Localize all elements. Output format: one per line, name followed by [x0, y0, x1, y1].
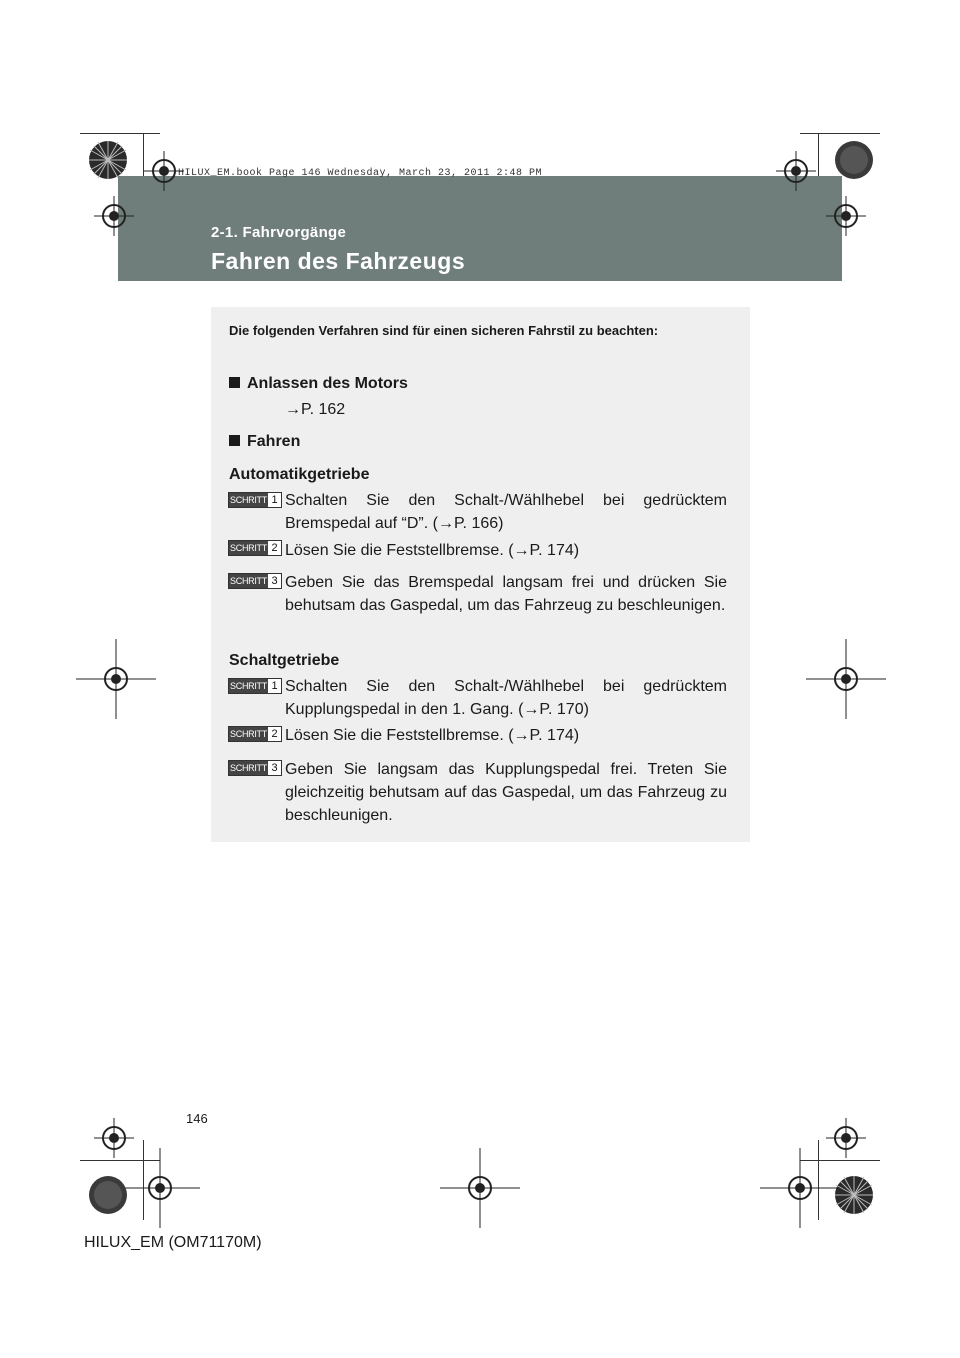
- step-badge: SCHRITT 1: [228, 678, 282, 694]
- crop-mark: [80, 133, 160, 134]
- book-info: HILUX_EM.book Page 146 Wednesday, March 23, 2011 2:48 PM: [178, 168, 543, 179]
- start-heading: [229, 375, 408, 393]
- crop-mark: [800, 133, 880, 134]
- step-badge: SCHRITT 3: [228, 573, 282, 589]
- crosshair-circle-icon: [776, 151, 816, 191]
- crosshair-circle-icon: [760, 1148, 840, 1228]
- intro-text: Die folgenden Verfahren sind für einen sicheren Fahrstil zu beachten:: [229, 323, 659, 338]
- section-label: 2-1. Fahrvorgänge: [211, 224, 347, 241]
- step-text: Lösen Sie die Feststellbremse. (→P. 174): [285, 542, 580, 559]
- starburst-circle-icon: [834, 1175, 874, 1215]
- step-text: Lösen Sie die Feststellbremse. (→P. 174): [285, 727, 580, 744]
- starburst-circle-icon: [88, 1175, 128, 1215]
- crosshair-circle-icon: [120, 1148, 200, 1228]
- crosshair-circle-icon: [94, 196, 134, 236]
- crosshair-circle-icon: [826, 196, 866, 236]
- page-title: Fahren des Fahrzeugs: [211, 248, 466, 274]
- square-bullet-icon: [229, 435, 240, 446]
- doc-code: HILUX_EM (OM71170M): [84, 1234, 262, 1251]
- step-badge: SCHRITT 3: [228, 760, 282, 776]
- crosshair-circle-icon: [806, 639, 886, 719]
- drive-heading-label: Fahren: [247, 433, 301, 450]
- manual-title: Schaltgetriebe: [229, 652, 340, 669]
- step-text: Schalten Sie den Schalt-/Wählhebel bei gedrücktem Kupplungspedal in den 1. Gang. (→P. 170): [285, 678, 727, 718]
- square-bullet-icon: [229, 377, 240, 388]
- automatic-title: Automatikgetriebe: [229, 466, 370, 483]
- start-heading-label: Anlassen des Motors: [247, 375, 408, 392]
- step-text: Geben Sie das Bremspedal langsam frei und drücken Sie behutsam das Gaspedal, um das Fahrzeug zu beschleunigen.: [285, 574, 727, 614]
- crosshair-circle-icon: [440, 1148, 520, 1228]
- step-text: Geben Sie langsam das Kupplungspedal frei. Treten Sie gleichzeitig behutsam auf das Gaspedal, um das Fahrzeug zu beschleunigen.: [285, 761, 727, 824]
- step-badge: SCHRITT 1: [228, 492, 282, 508]
- starburst-circle-icon: [834, 140, 874, 180]
- page-number: 146: [186, 1111, 208, 1126]
- crosshair-circle-icon: [76, 639, 156, 719]
- start-ref: →P. 162: [285, 401, 346, 418]
- step-badge: SCHRITT 2: [228, 540, 282, 556]
- step-badge: SCHRITT 2: [228, 726, 282, 742]
- starburst-circle-icon: [88, 140, 128, 180]
- crosshair-circle-icon: [144, 151, 184, 191]
- step-text: Schalten Sie den Schalt-/Wählhebel bei gedrücktem Bremspedal auf “D”. (→P. 166): [285, 492, 727, 532]
- drive-heading: [229, 433, 300, 451]
